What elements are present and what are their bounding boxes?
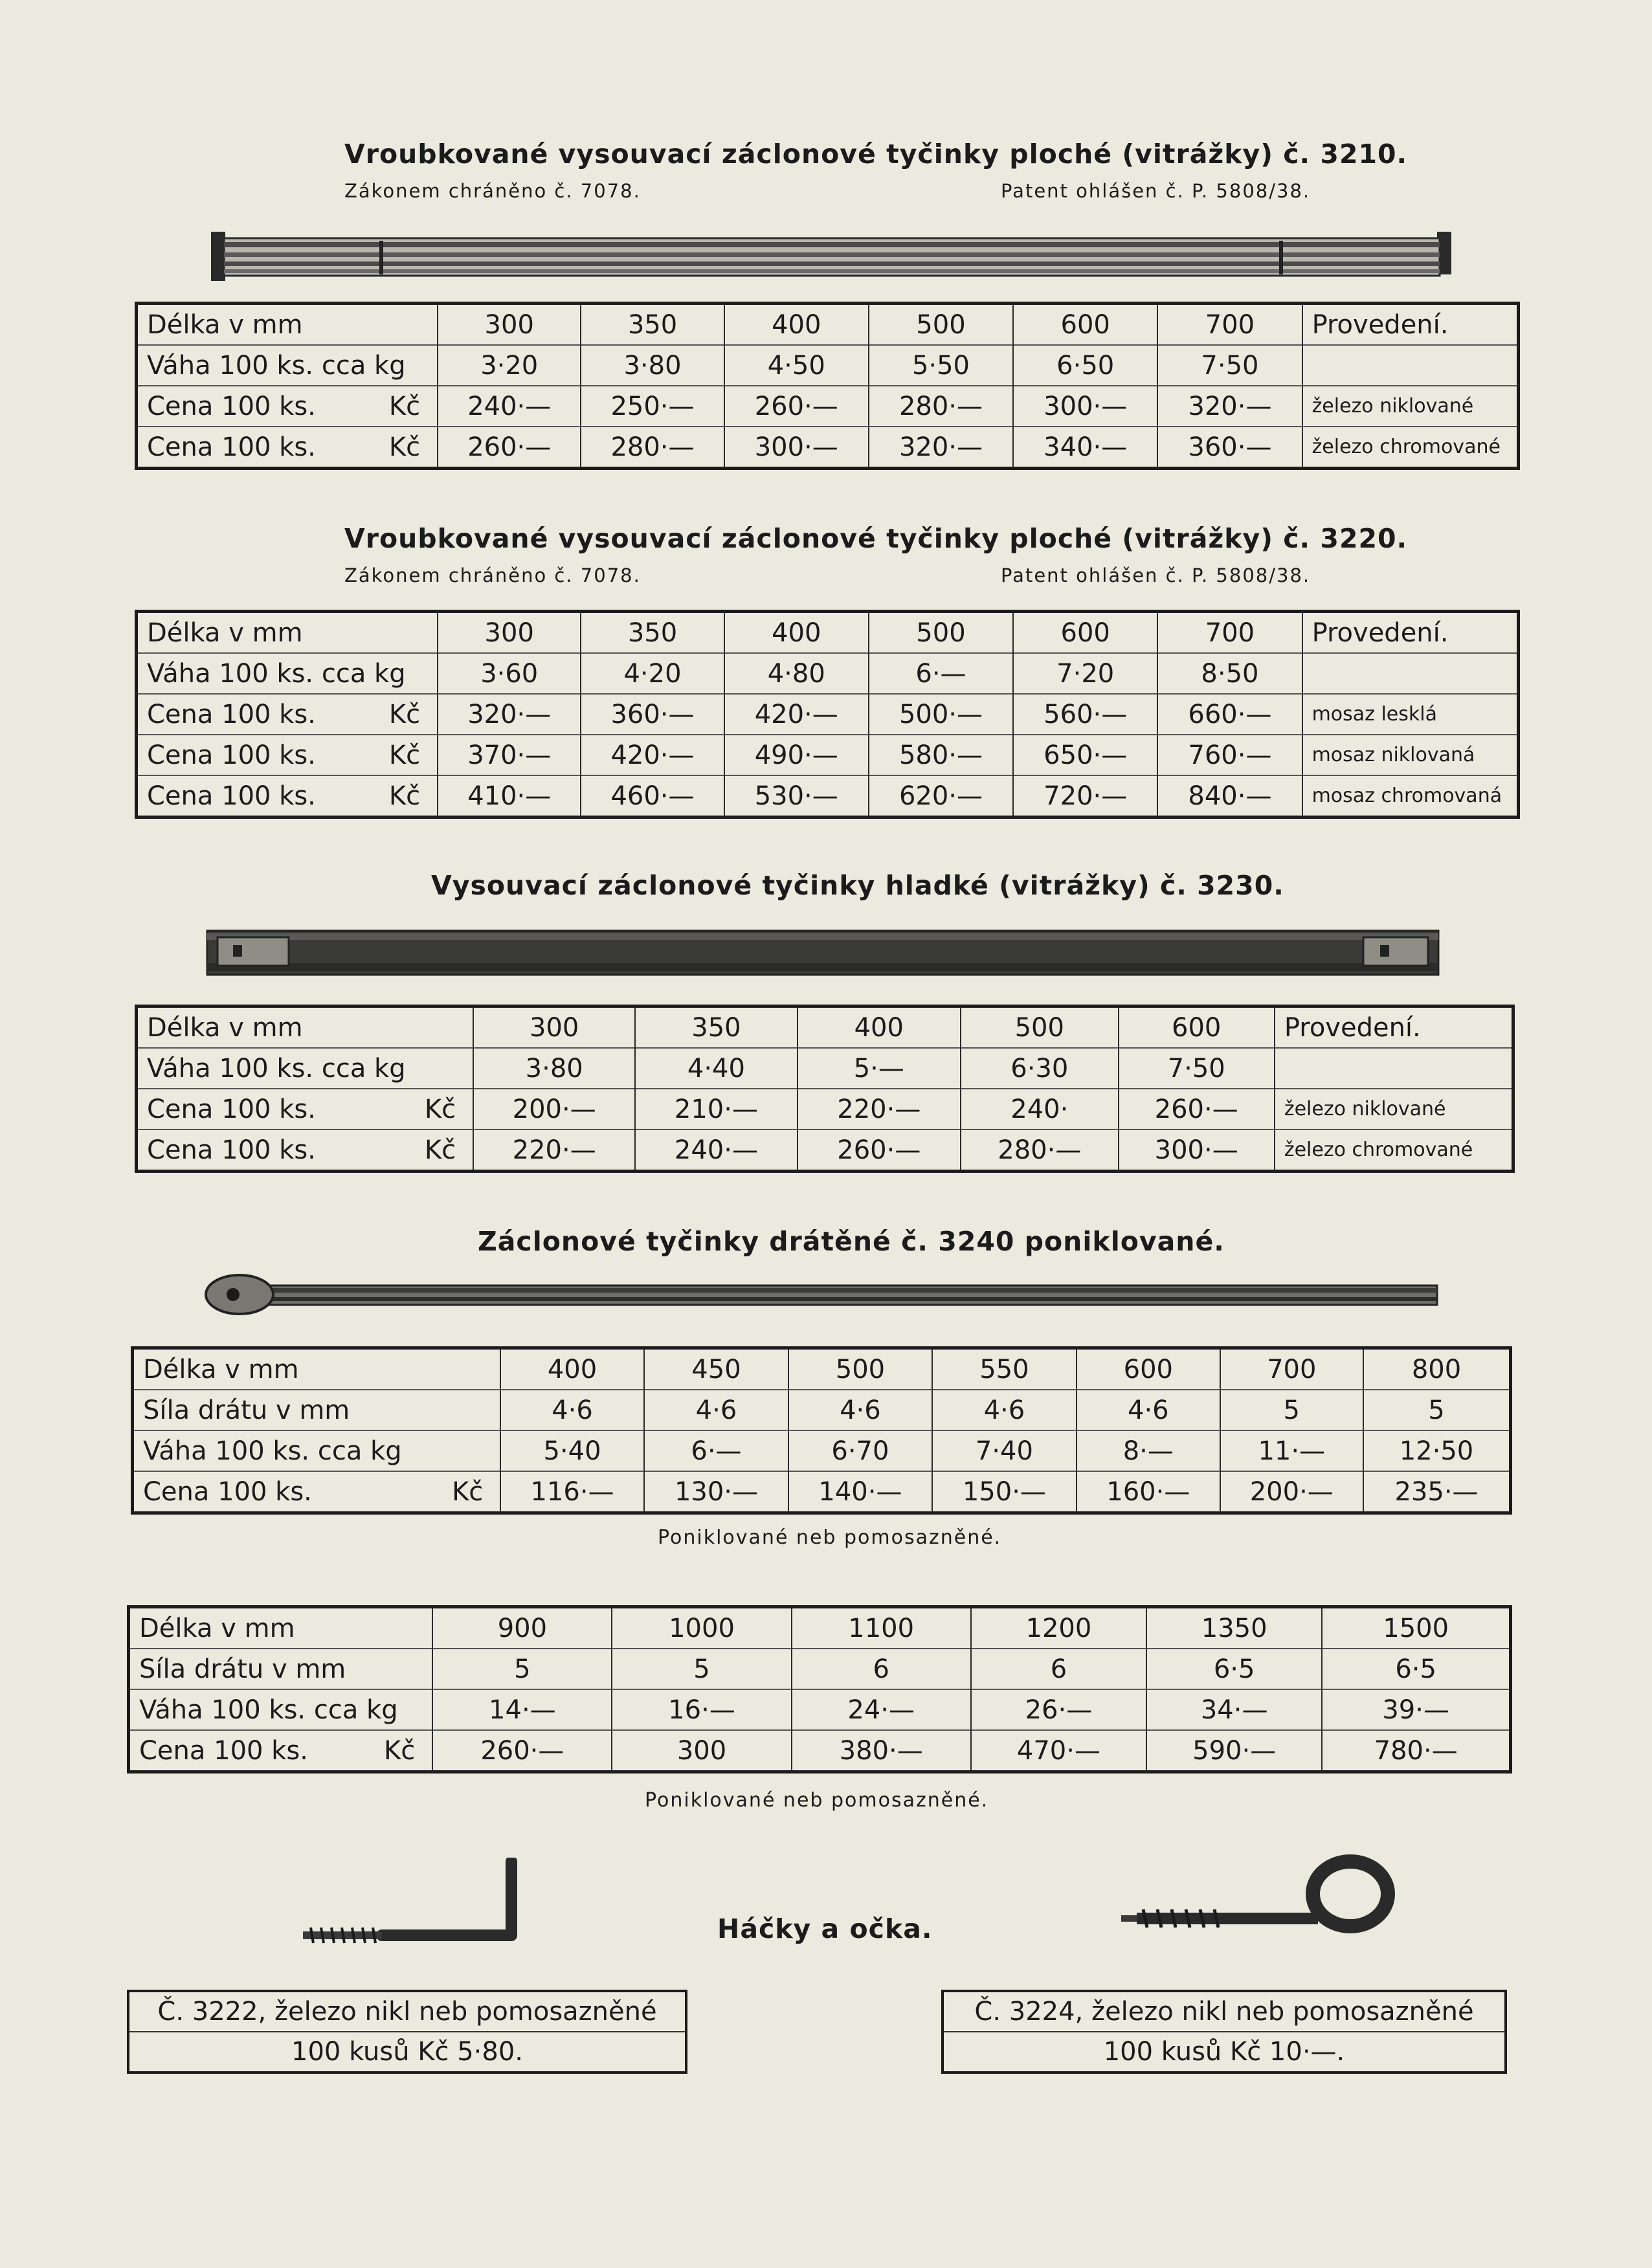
table-row (129, 1607, 1511, 1649)
currency-unit: Kč (388, 781, 421, 811)
cell: 6·5 (1322, 1649, 1510, 1689)
cell: 420·— (581, 735, 724, 775)
cell: 3·80 (581, 345, 724, 386)
cell: 460·— (581, 775, 724, 817)
cell: 300 (438, 304, 581, 346)
provedeni-header: Provedení. (1275, 1006, 1513, 1049)
row-label (137, 427, 438, 469)
cell: 500 (961, 1006, 1119, 1049)
cell: 280·— (869, 386, 1013, 427)
cell: 260·— (724, 386, 869, 427)
hooks-title: Háčky a očka. (717, 1913, 933, 1944)
title-3220: Vroubkované vysouvací záclonové tyčinky ploché (vitrážky) č. 3220. (344, 523, 1408, 554)
cell: 500 (869, 612, 1013, 654)
cell: 370·— (438, 735, 581, 775)
cell: 8·— (1077, 1430, 1220, 1471)
provedeni-cell (1302, 345, 1519, 386)
patent-3220: Patent ohlášen č. P. 5808/38. (1001, 564, 1311, 586)
cell: 260·— (432, 1730, 612, 1772)
cell: 5·— (798, 1048, 961, 1089)
label-text: Cena 100 ks. (147, 391, 316, 421)
cell: 530·— (724, 775, 869, 817)
table-row (137, 694, 1519, 735)
rod-3210-illustration (211, 227, 1453, 286)
cell: 320·— (1157, 386, 1302, 427)
cell: 34·— (1146, 1689, 1322, 1730)
row-label: Délka v mm (139, 1613, 295, 1643)
cell: 700 (1220, 1348, 1363, 1390)
eye-3224-line2: 100 kusů Kč 10·—. (944, 2031, 1504, 2071)
row-label: Délka v mm (147, 309, 303, 340)
note-3240-a: Poniklované neb pomosazněné. (658, 1526, 1002, 1549)
cell: 3·80 (473, 1048, 635, 1089)
rod-3240-illustration (202, 1273, 1442, 1318)
cell: 250·— (581, 386, 724, 427)
cell: 720·— (1013, 775, 1157, 817)
cell: 360·— (581, 694, 724, 735)
table-row (137, 612, 1519, 654)
cell: 600 (1077, 1348, 1220, 1390)
cell: 7·40 (932, 1430, 1077, 1471)
cell: 350 (581, 304, 724, 346)
cell: 280·— (961, 1129, 1119, 1172)
cell: 500 (788, 1348, 932, 1390)
cell: 240·— (635, 1129, 797, 1172)
table-row (137, 1006, 1513, 1049)
cell: 600 (1013, 304, 1157, 346)
cell: 500·— (869, 694, 1013, 735)
cell: 700 (1157, 304, 1302, 346)
table-row (129, 1730, 1511, 1772)
protected-3220: Zákonem chráněno č. 7078. (344, 564, 641, 586)
row-label (137, 1089, 474, 1129)
row-label: Délka v mm (143, 1354, 299, 1384)
cell: 6·5 (1146, 1649, 1322, 1689)
cell: 560·— (1013, 694, 1157, 735)
cell: 235·— (1363, 1471, 1511, 1513)
row-label: Síla drátu v mm (129, 1649, 433, 1689)
note-3240-b: Poniklované neb pomosazněné. (645, 1789, 989, 1812)
cell: 7·20 (1013, 653, 1157, 694)
cell: 4·20 (581, 653, 724, 694)
currency-unit: Kč (388, 740, 421, 770)
cell: 200·— (1220, 1471, 1363, 1513)
cell: 490·— (724, 735, 869, 775)
cell: 1000 (612, 1607, 791, 1649)
title-3230: Vysouvací záclonové tyčinky hladké (vitrážky) č. 3230. (431, 870, 1284, 901)
cell: 1100 (792, 1607, 971, 1649)
cell: 400 (798, 1006, 961, 1049)
cell: 220·— (473, 1129, 635, 1172)
cell: 760·— (1157, 735, 1302, 775)
cell: 840·— (1157, 775, 1302, 817)
cell: 4·6 (644, 1390, 788, 1430)
provedeni-cell: mosaz lesklá (1302, 694, 1519, 735)
cell: 340·— (1013, 427, 1157, 469)
cell: 420·— (724, 694, 869, 735)
cell: 4·6 (788, 1390, 932, 1430)
table-row (133, 1390, 1511, 1430)
cell: 240·— (438, 386, 581, 427)
cell: 3·60 (438, 653, 581, 694)
title-3210: Vroubkované vysouvací záclonové tyčinky ploché (vitrážky) č. 3210. (344, 139, 1408, 170)
table-row (137, 735, 1519, 775)
row-label (137, 735, 438, 775)
table-row (137, 1048, 1513, 1089)
cell: 600 (1119, 1006, 1275, 1049)
provedeni-cell: mosaz niklovaná (1302, 735, 1519, 775)
currency-unit: Kč (388, 699, 421, 729)
cell: 590·— (1146, 1730, 1322, 1772)
table-3210 (135, 302, 1520, 470)
cell: 16·— (612, 1689, 791, 1730)
table-row (133, 1348, 1511, 1390)
provedeni-header: Provedení. (1302, 304, 1519, 346)
cell: 350 (581, 612, 724, 654)
label-text: Cena 100 ks. (143, 1476, 312, 1507)
cell: 600 (1013, 612, 1157, 654)
cell: 410·— (438, 775, 581, 817)
cell: 660·— (1157, 694, 1302, 735)
cell: 650·— (1013, 735, 1157, 775)
cell: 12·50 (1363, 1430, 1511, 1471)
table-row (137, 427, 1519, 469)
cell: 6·70 (788, 1430, 932, 1471)
title-3240: Záclonové tyčinky drátěné č. 3240 poniklované. (478, 1226, 1225, 1257)
table-row (137, 386, 1519, 427)
cell: 280·— (581, 427, 724, 469)
label-text: Cena 100 ks. (147, 699, 316, 729)
cell: 6 (971, 1649, 1146, 1689)
table-3220 (135, 610, 1520, 819)
row-label (129, 1730, 433, 1772)
currency-unit: Kč (384, 1735, 416, 1766)
cell: 210·— (635, 1089, 797, 1129)
rod-3230-illustration (205, 926, 1442, 980)
row-label: Váha 100 ks. cca kg (133, 1430, 501, 1471)
cell: 5 (432, 1649, 612, 1689)
row-label (133, 1471, 501, 1513)
cell: 116·— (500, 1471, 643, 1513)
patent-3210: Patent ohlášen č. P. 5808/38. (1001, 180, 1311, 202)
row-label: Váha 100 ks. cca kg (129, 1689, 433, 1730)
table-3240-a (131, 1346, 1512, 1515)
cell: 350 (635, 1006, 797, 1049)
cell: 320·— (869, 427, 1013, 469)
cell: 400 (500, 1348, 643, 1390)
hook-3222-illustration (298, 1858, 526, 1955)
row-label (137, 1129, 474, 1172)
cell: 6·— (869, 653, 1013, 694)
provedeni-cell: železo chromované (1302, 427, 1519, 469)
cell: 6·— (644, 1430, 788, 1471)
cell: 900 (432, 1607, 612, 1649)
cell: 300 (438, 612, 581, 654)
cell: 150·— (932, 1471, 1077, 1513)
cell: 26·— (971, 1689, 1146, 1730)
cell: 400 (724, 304, 869, 346)
cell: 6·50 (1013, 345, 1157, 386)
provedeni-cell: železo niklované (1302, 386, 1519, 427)
currency-unit: Kč (424, 1094, 456, 1124)
cell: 7·50 (1157, 345, 1302, 386)
cell: 300 (473, 1006, 635, 1049)
table-row (137, 1129, 1513, 1172)
cell: 260·— (798, 1129, 961, 1172)
table-row (129, 1649, 1511, 1689)
cell: 5 (1220, 1390, 1363, 1430)
cell: 5 (1363, 1390, 1511, 1430)
cell: 160·— (1077, 1471, 1220, 1513)
cell: 4·6 (932, 1390, 1077, 1430)
table-row (129, 1689, 1511, 1730)
cell: 300·— (1013, 386, 1157, 427)
table-row (137, 653, 1519, 694)
table-row (137, 775, 1519, 817)
label-text: Cena 100 ks. (147, 432, 316, 462)
cell: 1200 (971, 1607, 1146, 1649)
table-row (137, 304, 1519, 346)
row-label (137, 775, 438, 817)
table-row (137, 1089, 1513, 1129)
table-row (137, 345, 1519, 386)
row-label: Délka v mm (147, 617, 303, 648)
cell: 300 (612, 1730, 791, 1772)
table-3240-b (127, 1605, 1512, 1773)
cell: 14·— (432, 1689, 612, 1730)
row-label: Váha 100 ks. cca kg (137, 653, 438, 694)
row-label: Síla drátu v mm (133, 1390, 501, 1430)
currency-unit: Kč (388, 432, 421, 462)
cell: 300·— (724, 427, 869, 469)
cell: 470·— (971, 1730, 1146, 1772)
protected-3210: Zákonem chráněno č. 7078. (344, 180, 641, 202)
provedeni-cell (1275, 1048, 1513, 1089)
cell: 6 (792, 1649, 971, 1689)
cell: 320·— (438, 694, 581, 735)
label-text: Cena 100 ks. (147, 740, 316, 770)
cell: 1500 (1322, 1607, 1510, 1649)
cell: 4·6 (500, 1390, 643, 1430)
cell: 7·50 (1119, 1048, 1275, 1089)
provedeni-cell: železo chromované (1275, 1129, 1513, 1172)
cell: 700 (1157, 612, 1302, 654)
currency-unit: Kč (452, 1476, 484, 1507)
provedeni-cell (1302, 653, 1519, 694)
cell: 620·— (869, 775, 1013, 817)
cell: 780·— (1322, 1730, 1510, 1772)
cell: 130·— (644, 1471, 788, 1513)
eye-3224-line1: Č. 3224, železo nikl neb pomosazněné (974, 1997, 1474, 2027)
label-text: Cena 100 ks. (147, 781, 316, 811)
cell: 5 (612, 1649, 791, 1689)
row-label: Váha 100 ks. cca kg (137, 345, 438, 386)
cell: 500 (869, 304, 1013, 346)
provedeni-cell: mosaz chromovaná (1302, 775, 1519, 817)
cell: 11·— (1220, 1430, 1363, 1471)
eye-3224-illustration (1117, 1854, 1397, 1955)
hook-3222-box (127, 1990, 687, 2074)
provedeni-cell: železo niklované (1275, 1089, 1513, 1129)
cell: 24·— (792, 1689, 971, 1730)
cell: 260·— (1119, 1089, 1275, 1129)
currency-unit: Kč (388, 391, 421, 421)
label-text: Cena 100 ks. (147, 1135, 316, 1165)
label-text: Cena 100 ks. (147, 1094, 316, 1124)
cell: 5·50 (869, 345, 1013, 386)
row-label (137, 386, 438, 427)
cell: 5·40 (500, 1430, 643, 1471)
cell: 140·— (788, 1471, 932, 1513)
provedeni-header: Provedení. (1302, 612, 1519, 654)
cell: 380·— (792, 1730, 971, 1772)
table-3230 (135, 1005, 1515, 1173)
cell: 300·— (1119, 1129, 1275, 1172)
cell: 6·30 (961, 1048, 1119, 1089)
cell: 200·— (473, 1089, 635, 1129)
cell: 220·— (798, 1089, 961, 1129)
cell: 800 (1363, 1348, 1511, 1390)
table-row (133, 1471, 1511, 1513)
row-label: Délka v mm (147, 1012, 303, 1043)
hook-3222-line1: Č. 3222, železo nikl neb pomosazněné (157, 1997, 657, 2027)
table-row (133, 1430, 1511, 1471)
cell: 3·20 (438, 345, 581, 386)
cell: 4·50 (724, 345, 869, 386)
cell: 580·— (869, 735, 1013, 775)
label-text: Cena 100 ks. (139, 1735, 308, 1766)
cell: 39·— (1322, 1689, 1510, 1730)
cell: 4·40 (635, 1048, 797, 1089)
cell: 8·50 (1157, 653, 1302, 694)
cell: 400 (724, 612, 869, 654)
cell: 4·80 (724, 653, 869, 694)
hook-3222-line2: 100 kusů Kč 5·80. (129, 2031, 685, 2071)
cell: 450 (644, 1348, 788, 1390)
row-label: Váha 100 ks. cca kg (137, 1048, 474, 1089)
cell: 260·— (438, 427, 581, 469)
cell: 240· (961, 1089, 1119, 1129)
currency-unit: Kč (424, 1135, 456, 1165)
eye-3224-box (941, 1990, 1507, 2074)
cell: 550 (932, 1348, 1077, 1390)
cell: 360·— (1157, 427, 1302, 469)
cell: 1350 (1146, 1607, 1322, 1649)
row-label (137, 694, 438, 735)
cell: 4·6 (1077, 1390, 1220, 1430)
